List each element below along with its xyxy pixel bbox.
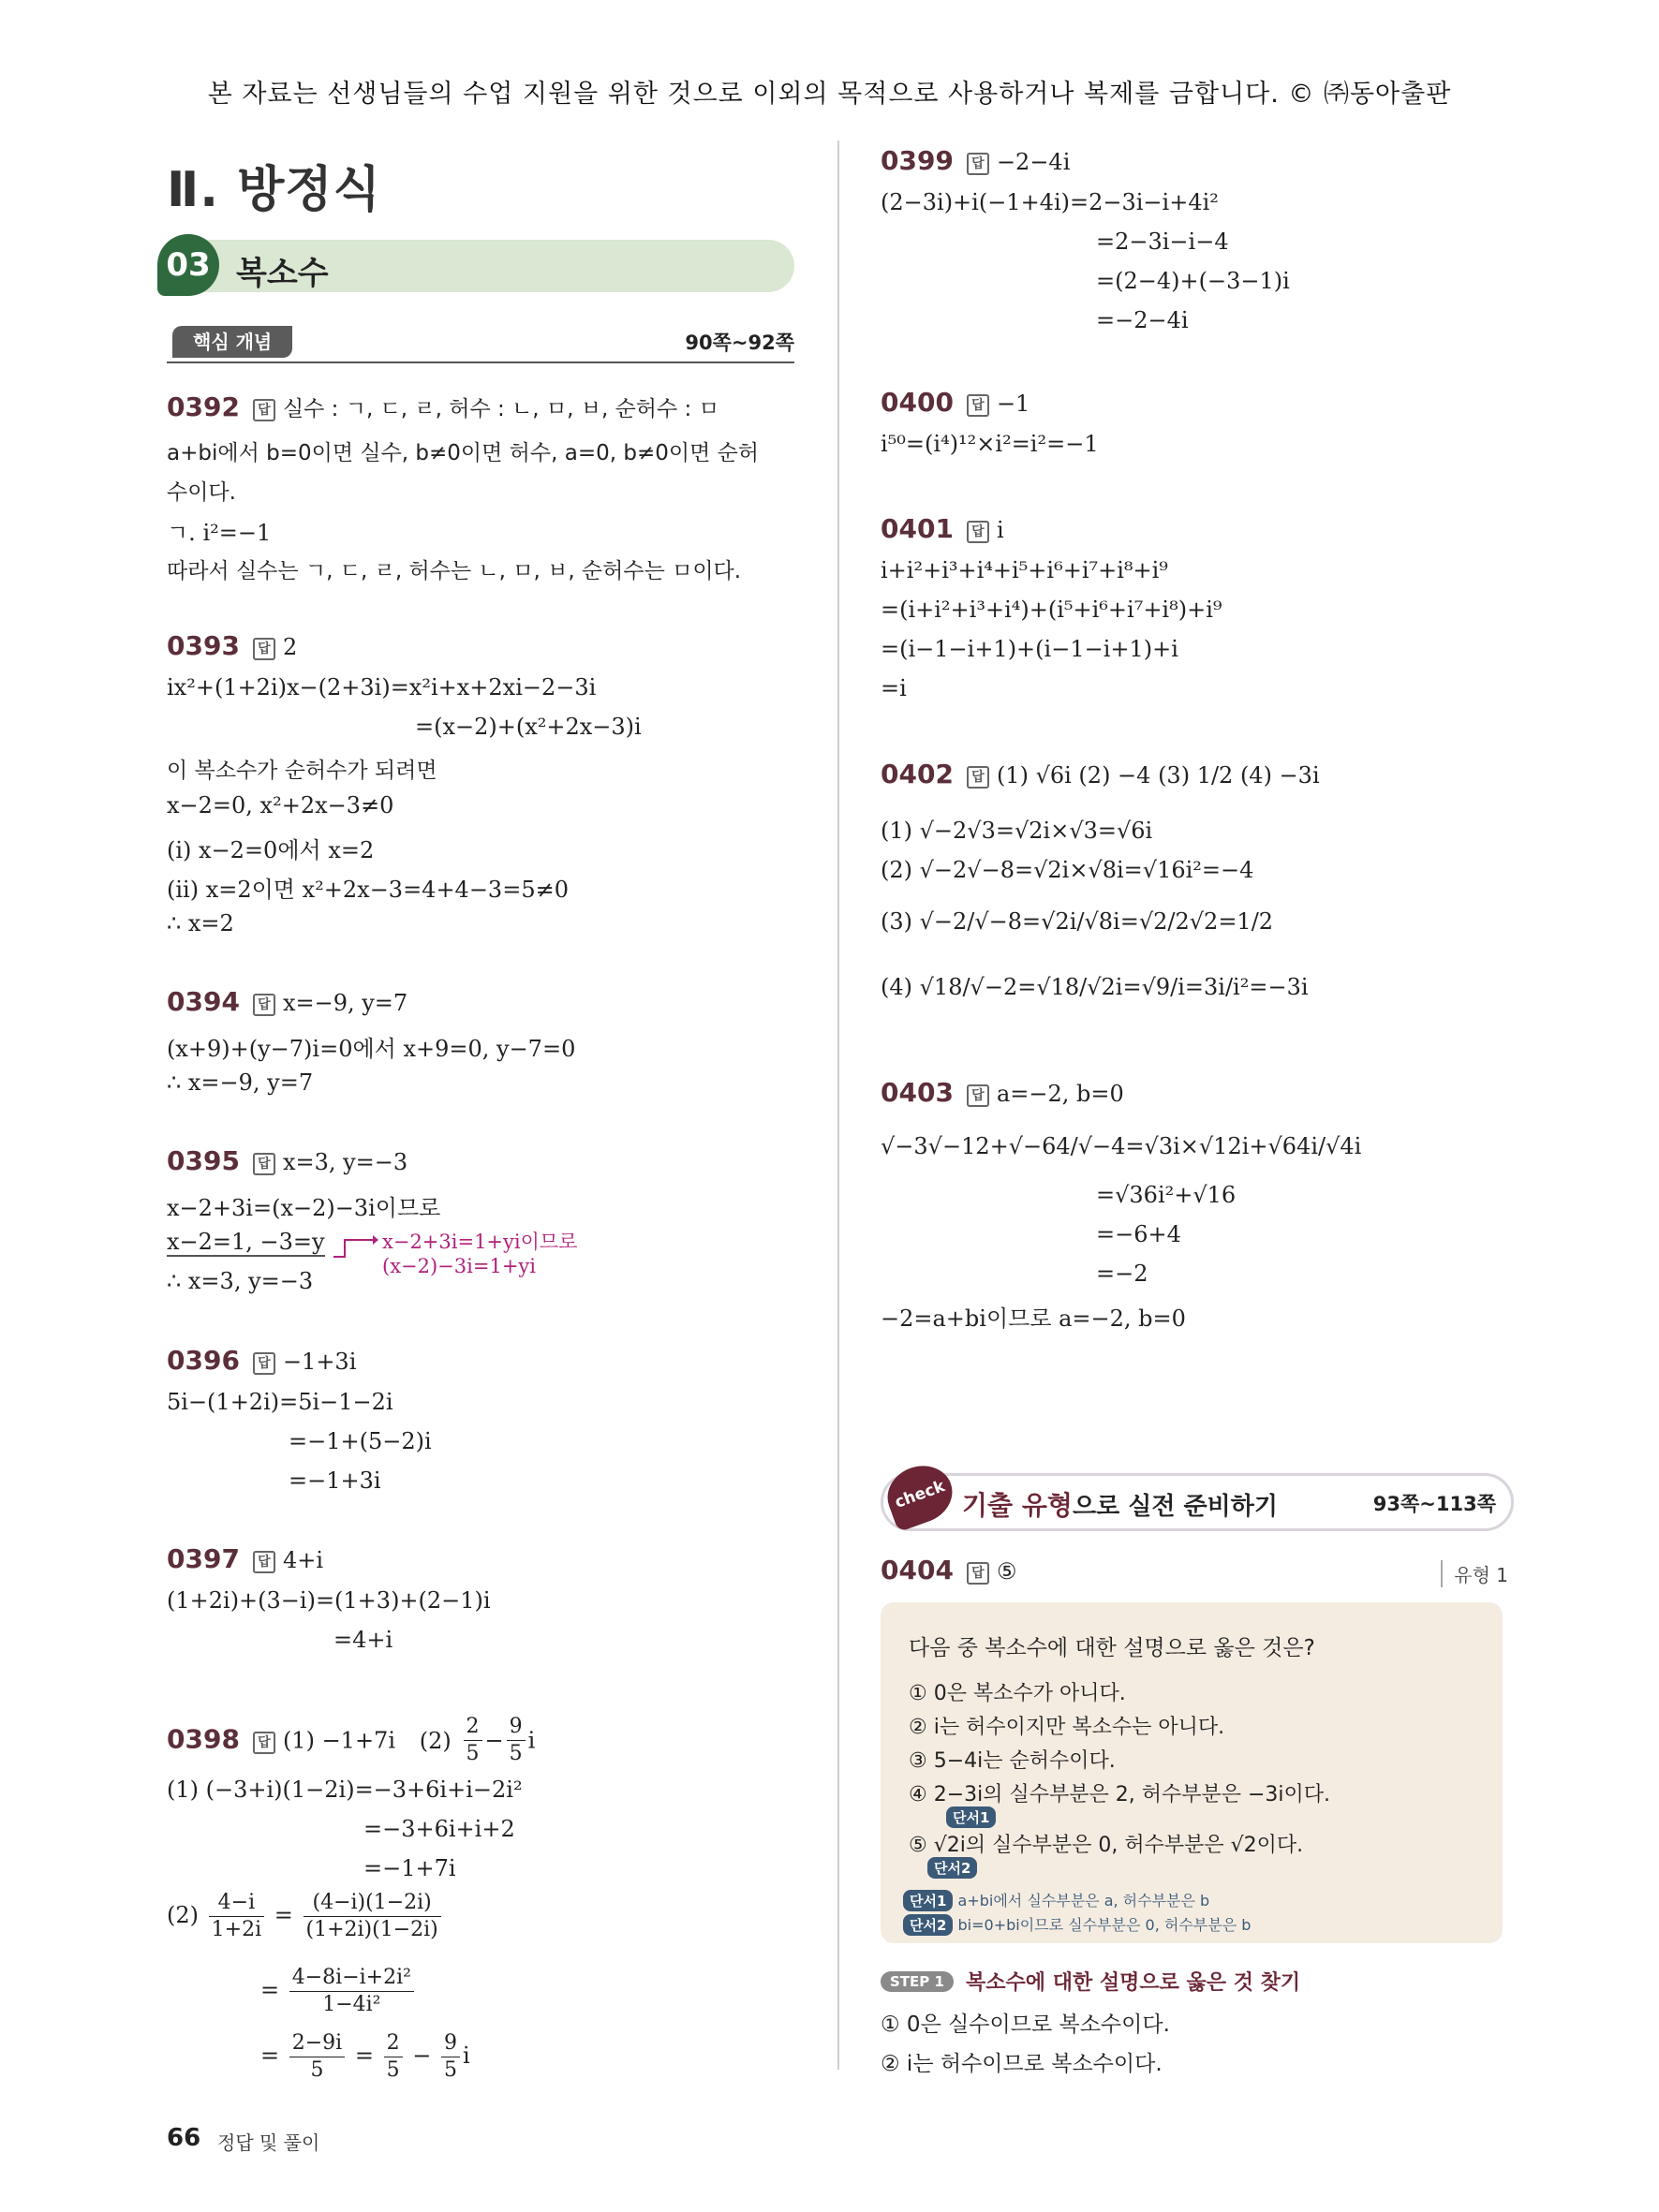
practice-section-title: 기출 유형으로 실전 준비하기 (962, 1490, 1278, 1521)
solution-line: ㄱ. i²=−1 (167, 520, 272, 546)
answer-icon: 답 (967, 394, 989, 417)
solution-line: 수이다. (167, 480, 236, 505)
problem-0394-header (167, 986, 407, 1017)
answer-text: −1 (996, 391, 1030, 417)
problem-box (881, 1602, 1503, 1943)
fraction: $\frac{2-9i}{5}$ (289, 2030, 345, 2084)
solution-line: 따라서 실수는 ㄱ, ㄷ, ㄹ, 허수는 ㄴ, ㅁ, ㅂ, 순허수는 ㅁ이다. (167, 559, 742, 583)
solution-line: √−3√−12+√−64/√−4=√3i×√12i+√64i/√4i (881, 1133, 1362, 1159)
solution-line: =4+i (333, 1627, 393, 1653)
page-number: 66 (167, 2124, 201, 2152)
answer-text: x=−9, y=7 (282, 990, 408, 1016)
answer-icon: 답 (967, 521, 989, 543)
clue-badge: 단서1 (946, 1806, 996, 1828)
answer-icon: 답 (967, 766, 989, 789)
problem-0393-header (167, 630, 297, 661)
problem-0397-header (167, 1543, 323, 1574)
problem-number: 0402 (881, 759, 954, 789)
fraction: $\frac{4-i}{1+2i}$ (209, 1890, 264, 1943)
answer-text: (1) √6i (2) −4 (3) 1/2 (4) −3i (996, 762, 1320, 789)
problem-0402-header (881, 759, 1320, 789)
answer-text: a=−2, b=0 (996, 1081, 1124, 1107)
solution-line: =−6+4 (1096, 1221, 1181, 1247)
problem-0395-header (167, 1145, 407, 1176)
solution-line: (2) $\frac{4-i}{1+2i}$ = $\frac{(4-i)(1-2i)}{(1+2i)(1-2i)}$ (167, 1890, 444, 1943)
fraction: $\frac{\text{4−8i−i+2i²}}{\text{1−4i²}}$ (289, 1965, 414, 2018)
solution-line: ∴ x=3, y=−3 (167, 1268, 314, 1294)
clue-badge: 단서2 (927, 1857, 977, 1879)
answer-text: x=3, y=−3 (282, 1149, 408, 1175)
solution-line: =(x−2)+(x²+2x−3)i (415, 714, 642, 740)
clue-note: 단서1 a+bi에서 실수부분은 a, 허수부분은 b (903, 1889, 1209, 1911)
solution-line: (3) √−2/√−8=√2i/√8i=√2/2√2=1/2 (881, 908, 1274, 935)
solution-line: ② i는 허수이므로 복소수이다. (881, 2052, 1163, 2076)
fraction: $\frac{9}{5}$ (441, 2030, 460, 2084)
solution-line: =i (881, 675, 907, 701)
solution-line: x−2=0, x²+2x−3≠0 (167, 792, 394, 818)
choice-item: ③ 5−4i는 순허수이다. (909, 1749, 1116, 1773)
problem-number: 0393 (167, 630, 240, 661)
solution-line: (4) √18/√−2=√18/√2i=√9/i=3i/i²=−3i (881, 974, 1309, 1000)
solution-line: ① 0은 실수이므로 복소수이다. (881, 2013, 1170, 2037)
solution-line: = $\frac{\text{4−8i−i+2i²}}{\text{1−4i²}}$ (260, 1965, 417, 2018)
solution-line: =−1+3i (289, 1467, 381, 1494)
answer-icon: 답 (253, 994, 275, 1016)
solution-line: ∴ x=2 (167, 910, 234, 936)
solution-line: 5i−(1+2i)=5i−1−2i (167, 1389, 393, 1415)
note-arrow-icon (332, 1232, 378, 1261)
answer-icon: 답 (253, 1153, 275, 1175)
choice-item: ② i는 허수이지만 복소수는 아니다. (909, 1716, 1225, 1739)
solution-line: =−2−4i (1096, 307, 1189, 333)
problem-number: 0404 (881, 1555, 954, 1585)
problem-number: 0397 (167, 1543, 240, 1574)
section-number: 03 (157, 234, 219, 296)
concept-pages: 90쪽~92쪽 (685, 332, 794, 354)
problem-number: 0396 (167, 1345, 240, 1376)
solution-line: =(i+i²+i³+i⁴)+(i⁵+i⁶+i⁷+i⁸)+i⁹ (881, 597, 1222, 623)
fraction: $\frac{2}{5}$ (464, 1714, 482, 1767)
solution-line: (ii) x=2이면 x²+2x−3=4+4−3=5≠0 (167, 877, 569, 903)
side-note-line: x−2+3i=1+yi이므로 (382, 1231, 578, 1253)
solution-line: (1+2i)+(3−i)=(1+3)+(2−1)i (167, 1587, 491, 1614)
problem-question: 다음 중 복소수에 대한 설명으로 옳은 것은? (909, 1636, 1315, 1660)
practice-section-header (881, 1473, 1514, 1531)
practice-section-pages: 93쪽~113쪽 (1372, 1493, 1496, 1515)
solution-line: = $\frac{2-9i}{5}$ = $\frac{2}{5}$ − $\frac{9}{5}$ i (260, 2031, 470, 2082)
choice-item: ⑤ √2i의 실수부분은 0, 허수부분은 √2이다. (909, 1834, 1304, 1857)
problem-0392-header (167, 391, 719, 422)
answer-text: 4+i (282, 1547, 323, 1573)
solution-line: =(2−4)+(−3−1)i (1096, 268, 1290, 294)
problem-number: 0401 (881, 513, 954, 544)
fraction: $\frac{2}{5}$ (384, 2030, 403, 2084)
answer-text: −1+3i (282, 1349, 357, 1375)
problem-0401-header (881, 513, 1004, 544)
answer-text: 2 (282, 634, 298, 660)
column-divider (837, 140, 839, 2070)
solution-line: x−2=1, −3=y (167, 1229, 325, 1255)
side-note-line: (x−2)−3i=1+yi (382, 1255, 536, 1277)
solution-line: (x+9)+(y−7)i=0에서 x+9=0, y−7=0 (167, 1036, 576, 1062)
problem-type-label: 유형 1 (1441, 1560, 1508, 1587)
answer-icon: 답 (253, 1551, 275, 1573)
solution-line: (2) √−2√−8=√2i×√8i=√16i²=−4 (881, 857, 1254, 883)
solution-line: =−3+6i+i+2 (363, 1816, 515, 1842)
answer-icon: 답 (253, 1352, 275, 1375)
problem-0399-header (881, 145, 1070, 176)
choice-item: ④ 2−3i의 실수부분은 2, 허수부분은 −3i이다. (909, 1783, 1331, 1806)
answer-text: −2−4i (996, 149, 1071, 175)
answer-icon: 답 (253, 638, 275, 660)
clue-note: 단서2 bi=0+bi이므로 실수부분은 0, 허수부분은 b (903, 1913, 1251, 1936)
problem-number: 0398 (167, 1723, 240, 1755)
solution-line: =2−3i−i−4 (1096, 229, 1229, 255)
check-badge: check (880, 1457, 960, 1532)
answer-icon: 답 (967, 1084, 989, 1107)
solution-line: =−2 (1096, 1261, 1148, 1287)
solution-line: (1) √−2√3=√2i×√3=√6i (881, 818, 1153, 844)
answer-text: ⑤ (996, 1558, 1017, 1585)
solution-line: (2−3i)+i(−1+4i)=2−3i−i+4i² (881, 189, 1219, 215)
problem-0404-header (881, 1555, 1016, 1585)
answer-text: 실수 : ㄱ, ㄷ, ㄹ, 허수 : ㄴ, ㅁ, ㅂ, 순허수 : ㅁ (282, 397, 719, 421)
choice-item: ① 0은 복소수가 아니다. (909, 1682, 1126, 1705)
problem-number: 0392 (167, 391, 240, 422)
problem-number: 0395 (167, 1145, 240, 1176)
problem-0403-header (881, 1077, 1124, 1108)
solution-line: i+i²+i³+i⁴+i⁵+i⁶+i⁷+i⁸+i⁹ (881, 557, 1168, 583)
concept-header (167, 326, 794, 363)
solution-line: =−1+(5−2)i (289, 1428, 432, 1454)
step-badge: STEP 1 (881, 1971, 954, 1992)
problem-0396-header (167, 1345, 356, 1376)
problem-0398-header: 0398 답 (1) −1+7i (2) $\frac{2}{5}$ − $\frac{9}{5}$ i (167, 1715, 536, 1765)
fraction: $\frac{9}{5}$ (507, 1714, 526, 1767)
solution-line: (1) (−3+i)(1−2i)=−3+6i+i−2i² (167, 1777, 523, 1803)
problem-number: 0394 (167, 986, 240, 1017)
step-header (881, 1967, 1300, 1996)
problem-0400-header (881, 387, 1029, 418)
answer-icon: 답 (967, 153, 989, 175)
section-header (167, 240, 794, 292)
answer-icon: 답 (967, 1562, 989, 1585)
solution-line: i⁵⁰=(i⁴)¹²×i²=i²=−1 (881, 431, 1099, 457)
solution-line: a+bi에서 b=0이면 실수, b≠0이면 허수, a=0, b≠0이면 순허 (167, 441, 760, 465)
solution-line: ∴ x=−9, y=7 (167, 1069, 314, 1096)
answer-icon: 답 (253, 399, 275, 421)
solution-line: −2=a+bi이므로 a=−2, b=0 (881, 1305, 1186, 1332)
answer-text: (1) −1+7i (282, 1727, 395, 1754)
solution-line: =√36i²+√16 (1096, 1182, 1237, 1208)
solution-line: 이 복소수가 순허수가 되려면 (167, 759, 437, 783)
answer-text: (2) (419, 1727, 452, 1754)
problem-number: 0403 (881, 1077, 954, 1108)
chapter-title: Ⅱ. 방정식 (167, 162, 381, 218)
fraction: $\frac{(4-i)(1-2i)}{(1+2i)(1-2i)}$ (304, 1890, 441, 1943)
solution-line: x−2+3i=(x−2)−3i이므로 (167, 1195, 441, 1221)
answer-icon: 답 (253, 1732, 275, 1754)
copyright-notice: 본 자료는 선생님들의 수업 지원을 위한 것으로 이외의 목적으로 사용하거나 복제를 금합니다. © ㈜동아출판 (207, 80, 1452, 109)
solution-line: (i) x−2=0에서 x=2 (167, 837, 375, 863)
answer-text: i (996, 517, 1004, 543)
solution-line: ix²+(1+2i)x−(2+3i)=x²i+x+2xi−2−3i (167, 674, 597, 700)
concept-tag: 핵심 개념 (172, 326, 292, 358)
footer-text: 정답 및 풀이 (217, 2131, 320, 2154)
solution-line: =(i−1−i+1)+(i−1−i+1)+i (881, 636, 1178, 662)
step-title: 복소수에 대한 설명으로 옳은 것 찾기 (966, 1971, 1301, 1995)
problem-number: 0399 (881, 145, 954, 176)
solution-line: =−1+7i (363, 1855, 456, 1881)
section-title: 복소수 (236, 255, 329, 292)
problem-number: 0400 (881, 387, 954, 418)
